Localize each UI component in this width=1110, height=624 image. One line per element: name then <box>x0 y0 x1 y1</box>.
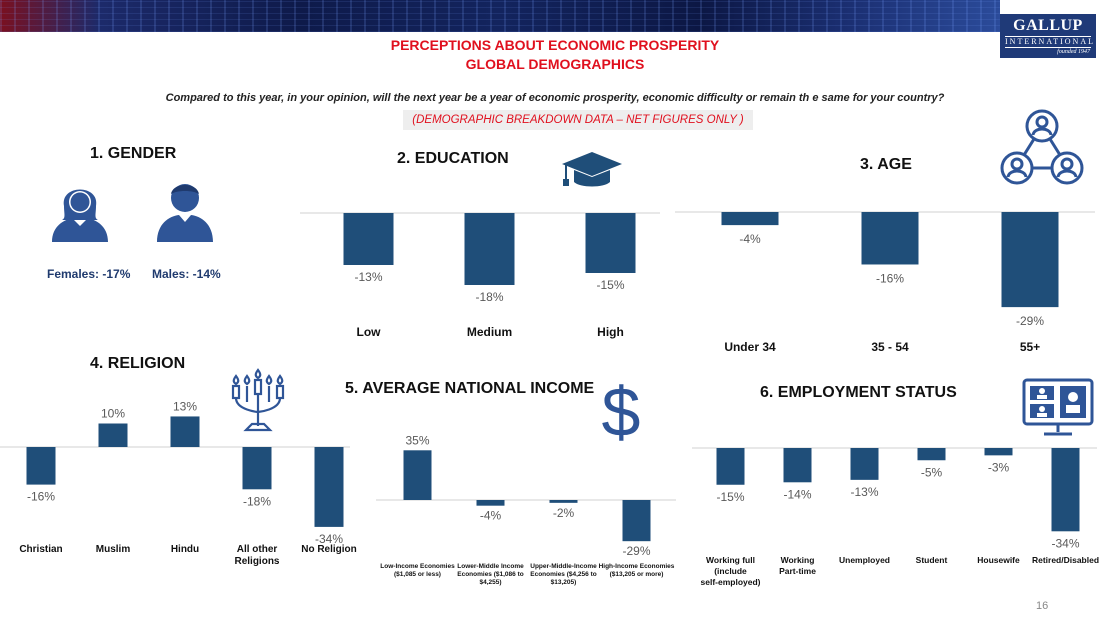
age-value-label: -16% <box>875 271 905 286</box>
education-value-label: -13% <box>354 270 383 284</box>
income-category-label: Low-Income Economies ($1,085 or less) <box>380 563 455 578</box>
employment-bar <box>985 448 1013 455</box>
income-value-label: -2% <box>552 505 575 520</box>
religion-bar <box>243 447 272 489</box>
education-category-label: Medium <box>466 325 513 339</box>
page-number: 16 <box>1036 600 1049 612</box>
employment-category-label: Unemployed <box>838 555 891 565</box>
income-category-label: Lower-Middle Income Economies ($1,086 to $4,255) <box>457 563 524 586</box>
income-value-label: 35% <box>405 433 430 448</box>
education-bar <box>465 213 515 285</box>
gender-heading: 1. GENDER <box>90 145 177 162</box>
employment-category-label: Working full (include self-employed) <box>700 555 761 587</box>
age-value-label: -29% <box>1015 314 1045 329</box>
video-conference-icon <box>1020 378 1096 438</box>
employment-heading: 6. EMPLOYMENT STATUS <box>760 384 957 401</box>
age-bar <box>1002 212 1059 307</box>
education-chart <box>300 205 672 355</box>
age-value-label: -4% <box>739 232 761 247</box>
age-chart <box>675 205 1105 360</box>
education-category-label: High <box>597 325 624 339</box>
income-bar <box>404 450 432 500</box>
religion-value-label: -16% <box>26 489 56 504</box>
employment-value-label: -3% <box>987 460 1010 475</box>
religion-value-label: -18% <box>242 494 272 509</box>
income-chart <box>376 425 686 595</box>
employment-category-label: Retired/Disabled <box>1031 555 1100 565</box>
education-bar <box>586 213 636 273</box>
religion-bar <box>27 447 56 485</box>
income-value-label: -29% <box>622 544 651 559</box>
religion-category-label: Hindu <box>170 544 200 555</box>
religion-value-label: -34% <box>314 531 344 546</box>
gallup-logo: GALLUP INTERNATIONAL founded 1947 <box>1000 14 1096 58</box>
employment-value-label: -13% <box>850 484 879 499</box>
education-bar <box>344 213 394 265</box>
age-heading: 3. AGE <box>860 156 912 173</box>
employment-category-label: Student <box>915 555 948 565</box>
income-bar <box>477 500 505 506</box>
page-title: PERCEPTIONS ABOUT ECONOMIC PROSPERITY <box>390 37 720 53</box>
religion-chart <box>0 395 370 575</box>
employment-bar <box>918 448 946 460</box>
income-bar <box>623 500 651 541</box>
people-network-icon <box>1000 106 1084 190</box>
page-subtitle: GLOBAL DEMOGRAPHICS <box>465 56 645 72</box>
employment-bar <box>784 448 812 482</box>
income-heading: 5. AVERAGE NATIONAL INCOME <box>345 380 595 397</box>
religion-bar <box>171 416 200 447</box>
employment-chart <box>692 440 1107 595</box>
religion-category-label: Christian <box>19 544 63 555</box>
religion-bar <box>99 424 128 448</box>
employment-value-label: -5% <box>920 465 943 480</box>
survey-question: Compared to this year, in your opinion, will the next year be a year of economic prosperity, economic difficulty or remain th e same for your country? <box>165 92 945 104</box>
svg-text:$: $ <box>601 374 641 446</box>
male-value: Males: -14% <box>152 267 221 281</box>
religion-value-label: 13% <box>172 399 198 414</box>
employment-category-label: Housewife <box>977 555 1020 565</box>
female-value: Females: -17% <box>47 267 131 281</box>
income-category-label: High-Income Economies ($13,205 or more) <box>598 563 675 578</box>
income-value-label: -4% <box>479 508 502 523</box>
employment-value-label: -14% <box>783 487 812 502</box>
age-category-label: 35 - 54 <box>871 340 909 354</box>
religion-category-label: All other Religions <box>234 544 280 567</box>
employment-bar <box>851 448 879 480</box>
male-person-icon <box>155 178 215 244</box>
income-category-label: Upper-Middle-Income Economies ($4,256 to $13,205) <box>530 563 597 586</box>
education-value-label: -18% <box>475 290 504 304</box>
employment-bar <box>1052 448 1080 531</box>
employment-category-label: Working Part-time <box>779 555 816 576</box>
religion-heading: 4. RELIGION <box>90 355 186 372</box>
religion-category-label: Muslim <box>95 544 131 555</box>
religion-category-label: No Religion <box>301 544 357 555</box>
religion-value-label: 10% <box>100 406 126 421</box>
employment-value-label: -34% <box>1051 536 1080 551</box>
graduation-cap-icon <box>560 150 624 192</box>
employment-value-label: -15% <box>716 489 745 504</box>
education-heading: 2. EDUCATION <box>397 150 509 167</box>
education-category-label: Low <box>356 325 381 339</box>
age-category-label: 55+ <box>1019 340 1041 354</box>
religion-bar <box>315 447 344 527</box>
age-bar <box>722 212 779 225</box>
age-bar <box>862 212 919 264</box>
income-bar <box>550 500 578 503</box>
female-person-icon <box>50 178 110 244</box>
education-value-label: -15% <box>596 278 625 292</box>
employment-bar <box>717 448 745 485</box>
breakdown-note: (DEMOGRAPHIC BREAKDOWN DATA – NET FIGURES ONLY ) <box>403 110 753 130</box>
header-banner <box>0 0 1000 32</box>
age-category-label: Under 34 <box>724 340 776 354</box>
